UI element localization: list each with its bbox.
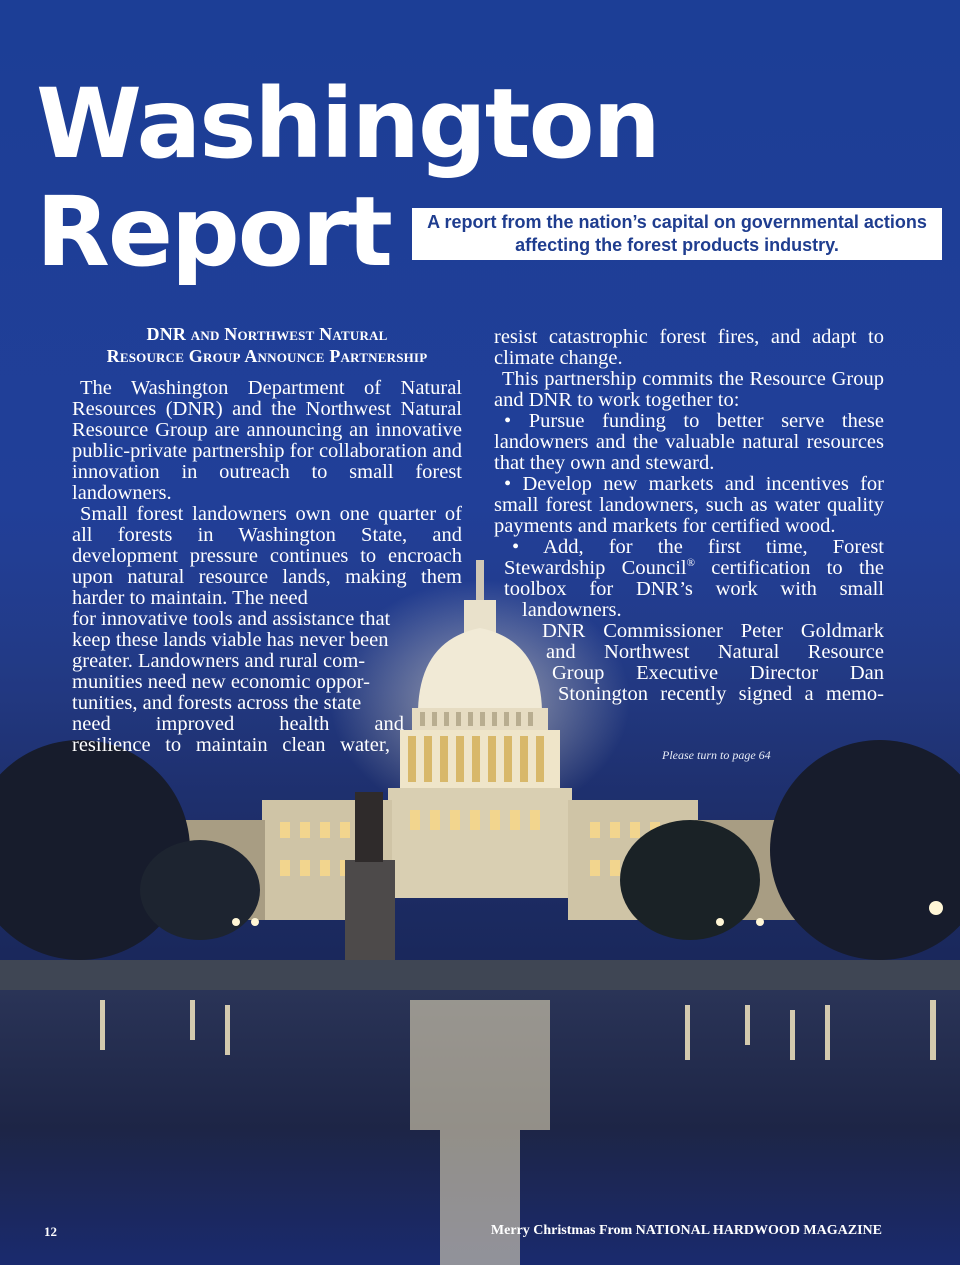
text-span: Stewardship Council xyxy=(504,557,687,579)
subtitle-line-2: affecting the forest products industry. xyxy=(515,235,839,255)
headline-line-1: Washington xyxy=(36,68,659,180)
text-line: tunities, and forests across the state xyxy=(72,692,362,714)
text-line: DNR Commissioner Peter Goldmark xyxy=(542,620,884,642)
text-line: landowners. xyxy=(522,599,622,621)
left-column xyxy=(72,378,462,756)
text-line: Stonington recently signed a memo- xyxy=(558,683,884,705)
paragraph-commitment: This partnership commits the Resource Group and DNR to work together to: xyxy=(494,368,884,411)
text-line: • Add, for the first time, Forest xyxy=(512,536,884,558)
text-line: need improved health and xyxy=(72,713,404,735)
continued-note: Please turn to page 64 xyxy=(662,748,771,762)
subtitle-line-1: A report from the nation’s capital on governmental actions xyxy=(427,212,927,232)
bullet-item: • Pursue funding to better serve these landowners and the valuable natural resources that they own and steward. xyxy=(494,410,884,474)
text-line: for innovative tools and assistance that xyxy=(72,608,391,630)
text-line: keep these lands viable has never been xyxy=(72,629,389,651)
text-line: toolbox for DNR’s work with small xyxy=(504,578,884,600)
article-title xyxy=(72,323,462,367)
paragraph-landowners: Small forest landowners own one quarter of all forests in Washington State, and development pressure continues to encroach upon natural resource lands, making them harder to maintain. The need xyxy=(72,503,462,609)
bullet-item: • Develop new markets and incentives for small forest landowners, such as water quality payments and markets for certified wood. xyxy=(494,473,884,537)
right-column xyxy=(494,327,884,705)
article-title-line-1: DNR and Northwest Natural xyxy=(146,324,388,344)
page-number: 12 xyxy=(44,1224,57,1239)
headline-line-2: Report xyxy=(36,176,391,288)
bullet-item-fsc xyxy=(494,558,884,579)
text-line: and Northwest Natural Resource xyxy=(546,641,884,663)
text-span: certification to the xyxy=(694,557,884,579)
paragraph-continued: resist catastrophic forest fires, and adapt to climate change. xyxy=(494,326,884,369)
article-title-line-2: Resource Group Announce Partnership xyxy=(106,346,428,366)
registered-mark: ® xyxy=(686,557,695,570)
subtitle-box xyxy=(412,208,942,260)
text-line: Group Executive Director Dan xyxy=(552,662,884,684)
text-line: resilience to maintain clean water, xyxy=(72,734,390,756)
paragraph-intro: The Washington Department of Natural Resources (DNR) and the Northwest Natural Resource Group are announcing an innovative public-private partnership for collaboration and innovation in outreach to small forest landowners. xyxy=(72,377,462,504)
text-line: greater. Landowners and rural com- xyxy=(72,650,366,672)
footer-text: Merry Christmas From NATIONAL HARDWOOD MAGAZINE xyxy=(490,1223,882,1238)
text-line: munities need new economic oppor- xyxy=(72,671,370,693)
